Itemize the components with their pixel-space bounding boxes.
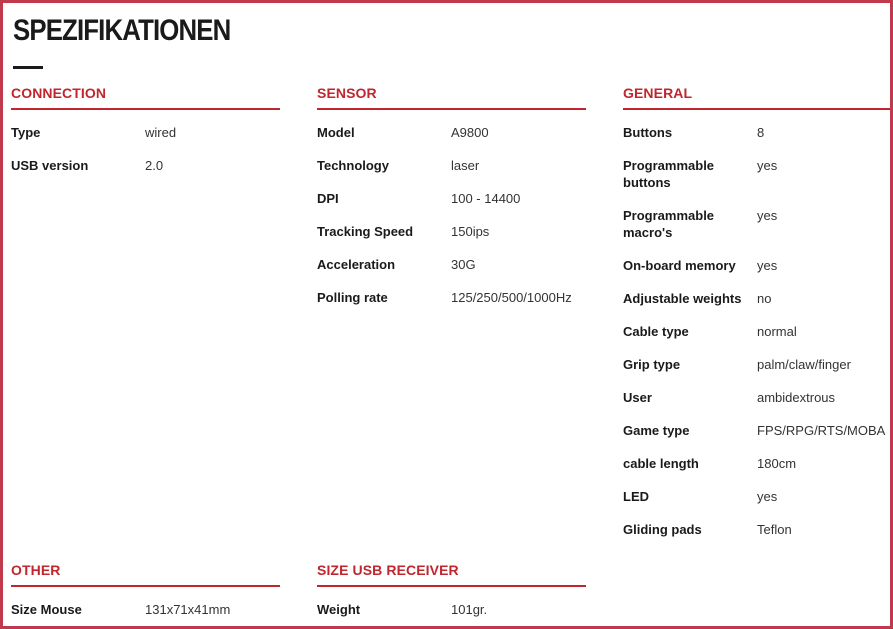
section-other <box>11 561 280 629</box>
spec-value: 125/250/500/1000Hz <box>451 290 572 305</box>
spec-label: Adjustable weights <box>623 291 742 306</box>
spec-value: Teflon <box>757 522 792 537</box>
section-heading-size-usb-receiver: SIZE USB RECEIVER <box>317 561 586 587</box>
spec-row-gliding-pads <box>623 521 891 554</box>
spec-label: Size Mouse <box>11 602 82 617</box>
spec-list-size-usb-receiver <box>317 601 586 629</box>
spec-value: normal <box>757 324 797 339</box>
spec-row-size-mouse <box>11 601 280 629</box>
spec-row-user <box>623 389 891 422</box>
spec-row-polling-rate <box>317 289 586 322</box>
spec-label: Polling rate <box>317 290 388 305</box>
section-connection <box>11 84 280 190</box>
spec-row-adjustable-weights <box>623 290 891 323</box>
spec-row-tracking-speed <box>317 223 586 256</box>
section-sensor <box>317 84 586 322</box>
spec-label: Grip type <box>623 357 681 372</box>
spec-row-model <box>317 124 586 157</box>
spec-value: 100 - 14400 <box>451 191 521 206</box>
spec-label: Weight <box>317 602 361 617</box>
spec-value: 131x71x41mm <box>145 602 231 617</box>
spec-value: yes <box>757 489 778 504</box>
section-heading-connection: CONNECTION <box>11 84 280 110</box>
spec-label: Game type <box>623 423 690 438</box>
spec-row-cable-type <box>623 323 891 356</box>
spec-label: Cable type <box>623 324 689 339</box>
spec-value: laser <box>451 158 480 173</box>
spec-list-connection <box>11 124 280 190</box>
spec-list-general <box>623 124 891 554</box>
spec-value: 2.0 <box>145 158 164 173</box>
spec-label: LED <box>623 489 649 504</box>
spec-row-led <box>623 488 891 521</box>
section-heading-general: GENERAL <box>623 84 891 110</box>
spec-label: Technology <box>317 158 389 173</box>
spec-value: 180cm <box>757 456 797 471</box>
spec-value: palm/claw/finger <box>757 357 851 372</box>
section-heading-sensor: SENSOR <box>317 84 586 110</box>
spec-label: Programmable macro's <box>623 208 715 240</box>
spec-row-grip-type <box>623 356 891 389</box>
spec-list-other <box>11 601 280 629</box>
spec-row-dpi <box>317 190 586 223</box>
spec-label: Programmable buttons <box>623 158 715 190</box>
spec-value: FPS/RPG/RTS/MOBA <box>757 423 886 438</box>
spec-value: yes <box>757 158 778 173</box>
spec-label: Gliding pads <box>623 522 702 537</box>
spec-label: cable length <box>623 456 699 471</box>
spec-label: Acceleration <box>317 257 396 272</box>
spec-row-weight <box>317 601 586 629</box>
spec-row-cable-length <box>623 455 891 488</box>
spec-label: Type <box>11 125 41 140</box>
spec-label: Tracking Speed <box>317 224 414 239</box>
spec-value: ambidextrous <box>757 390 836 405</box>
section-general <box>623 84 891 554</box>
title-underline <box>13 66 43 69</box>
spec-label: Buttons <box>623 125 673 140</box>
spec-row-acceleration <box>317 256 586 289</box>
spec-row-programmable-buttons <box>623 157 891 207</box>
spec-value: A9800 <box>451 125 489 140</box>
spec-value: 30G <box>451 257 476 272</box>
spec-value: yes <box>757 208 778 223</box>
spec-value: wired <box>145 125 177 140</box>
spec-list-sensor <box>317 124 586 322</box>
spec-row-onboard-memory <box>623 257 891 290</box>
page-title: SPEZIFIKATIONEN <box>13 14 231 47</box>
spec-row-buttons <box>623 124 891 157</box>
spec-row-usb-version <box>11 157 280 190</box>
spec-value: no <box>757 291 772 306</box>
spec-label: User <box>623 390 652 405</box>
spec-row-programmable-macros <box>623 207 891 257</box>
section-size-usb-receiver <box>317 561 586 629</box>
section-heading-other: OTHER <box>11 561 280 587</box>
spec-label: DPI <box>317 191 339 206</box>
spec-row-technology <box>317 157 586 190</box>
spec-value: 150ips <box>451 224 490 239</box>
spec-label: On-board memory <box>623 258 736 273</box>
spec-row-type <box>11 124 280 157</box>
spec-label: USB version <box>11 158 89 173</box>
spec-label: Model <box>317 125 355 140</box>
spec-row-game-type <box>623 422 891 455</box>
spec-value: 101gr. <box>451 602 488 617</box>
spec-value: yes <box>757 258 778 273</box>
spec-value: 8 <box>757 125 765 140</box>
